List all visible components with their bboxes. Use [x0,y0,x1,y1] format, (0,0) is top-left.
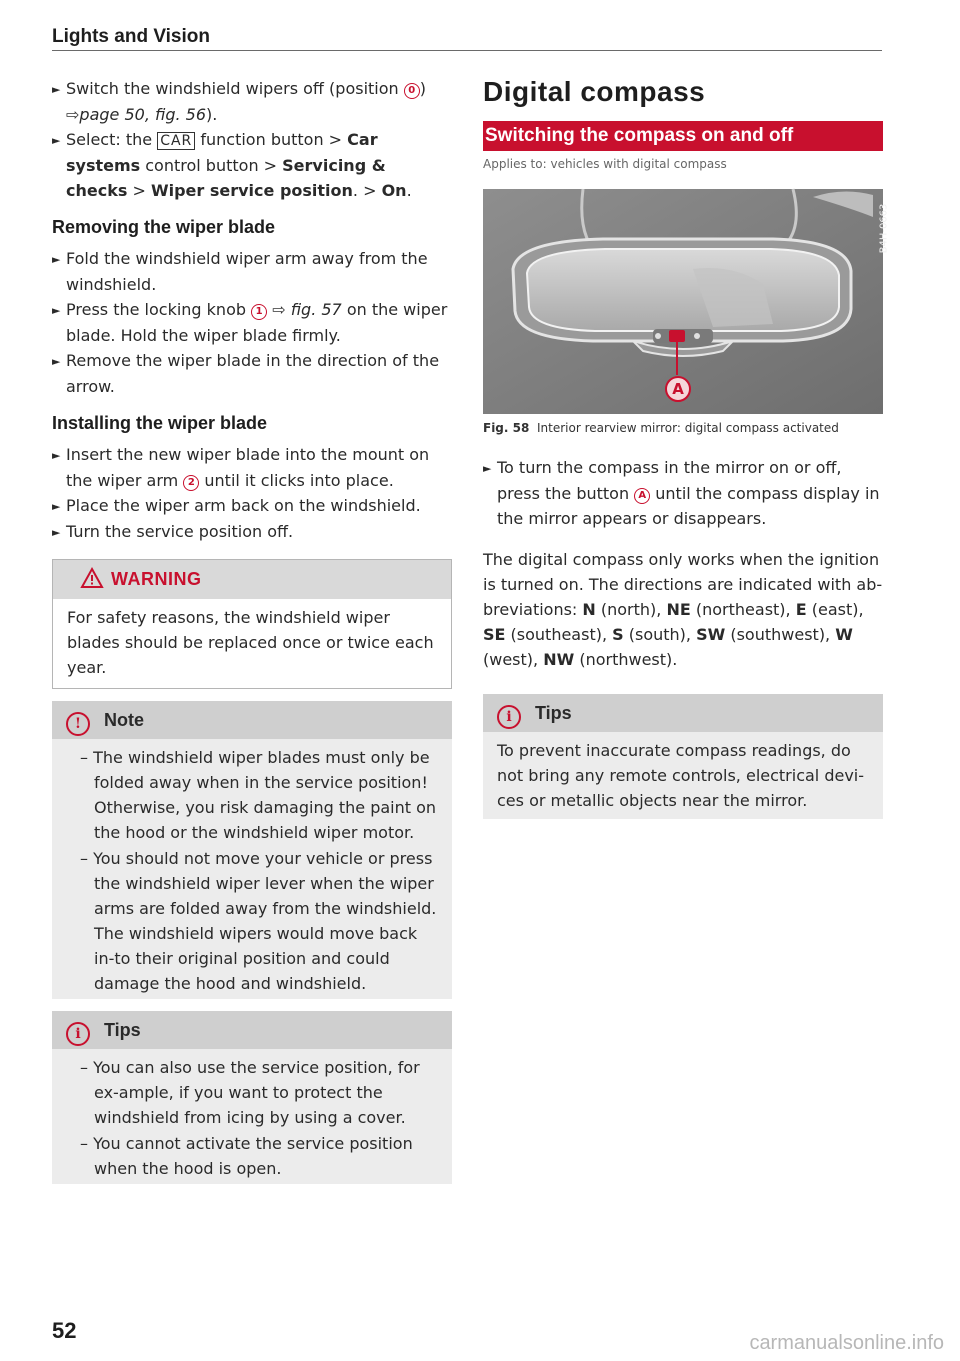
install-step-1: ► Insert the new wiper blade into the mount on the wiper arm 2 until it clicks into place. [52,445,430,490]
page-number: 52 [52,1318,77,1343]
figure-code: B4H-0663 [878,203,890,254]
tips-box-right [483,694,883,819]
removing-heading: Removing the wiper blade [52,217,276,237]
car-key: CAR [157,132,195,150]
warning-box [52,559,452,689]
fig-ref-arrow-icon: ⇨ [272,300,286,319]
remove-step-1: ► Fold the windshield wiper arm away from the windshield. [52,249,428,294]
note-title: Note [104,710,144,730]
directions-paragraph: The digital compass only works when the ignition is turned on. The directions are indicated with ab-breviations: N (north), NE (northeast), E (east), SE (southeast), S (south), SW (southwest), W (west), NW (northwest). [483,550,883,669]
tips-box-left [52,1011,452,1184]
note-item: – The windshield wiper blades must only be folded away when in the service position! Otherwise, you risk damaging the paint on the hood or the windshield wiper motor. [80,748,437,842]
right-column [483,76,890,819]
compass-toggle-step: ► To turn the compass in the mirror on or off, press the button A until the compass display in the mirror appears or disappears. [483,458,880,528]
step-select-service: ► Select: the CAR function button > Car systems control button > Servicing & checks > Wiper service position. > On. [52,130,412,200]
figure-58-mirror [483,189,890,414]
exclamation-icon: ! [66,712,90,736]
note-item: – You should not move your vehicle or press the windshield wiper lever when the wiper arms are folded away from the windshield. The windshield wipers would move back in-to their original position and could damage the hood and windshield. [80,849,437,993]
position-marker-0: 0 [404,83,420,99]
note-header [52,701,452,739]
button-marker-a: A [634,488,650,504]
marker-2: 2 [183,475,199,491]
warning-triangle-icon [81,568,103,588]
warning-header [53,560,451,599]
switching-subheading: Switching the compass on and off [483,121,883,151]
tips-text-right: To prevent inaccurate compass readings, do not bring any remote controls, electrical devi-ces or metallic objects near the mirror. [497,741,865,810]
page-ref-arrow-icon: ⇨ [66,105,80,124]
figure-callout-a: A [665,376,691,402]
page-ref-link[interactable]: page 50, fig. 56 [79,105,207,124]
install-step-2: ► Place the wiper arm back on the windshield. [52,496,421,515]
marker-1: 1 [251,304,267,320]
tips-item: – You can also use the service position, for ex-ample, if you want to protect the windshield from icing by using a cover. [80,1058,420,1127]
tips-title-left: Tips [104,1020,141,1040]
applies-to-text: Applies to: vehicles with digital compass [483,157,727,171]
warning-text: For safety reasons, the windshield wiper blades should be replaced once or twice each year. [67,608,434,677]
remove-step-2: ► Press the locking knob 1 ⇨ fig. 57 on the wiper blade. Hold the wiper blade firmly. [52,300,448,345]
info-icon: i [66,1022,90,1046]
installing-heading: Installing the wiper blade [52,413,268,433]
watermark: carmanualsonline.info [749,1332,944,1354]
fig-57-link[interactable]: fig. 57 [290,300,342,319]
tips-item: – You cannot activate the service position when the hood is open. [80,1134,413,1178]
tips-header-left [52,1011,452,1049]
remove-step-3: ► Remove the wiper blade in the direction of the arrow. [52,351,440,396]
warning-title: WARNING [111,569,202,589]
left-column [52,76,452,1184]
header-rule [52,50,882,51]
figure-caption: Fig. 58 Interior rearview mirror: digital compass activated [483,421,839,435]
step-switch-off: ► Switch the windshield wipers off (position 0 ) ⇨page 50, fig. 56). [52,79,426,124]
tips-header-right [483,694,883,732]
tips-title-right: Tips [535,703,572,723]
install-step-3: ► Turn the service position off. [52,522,294,541]
section-header: Lights and Vision [52,26,210,47]
digital-compass-heading: Digital compass [483,76,706,107]
info-icon: i [497,705,521,729]
note-box [52,701,452,999]
